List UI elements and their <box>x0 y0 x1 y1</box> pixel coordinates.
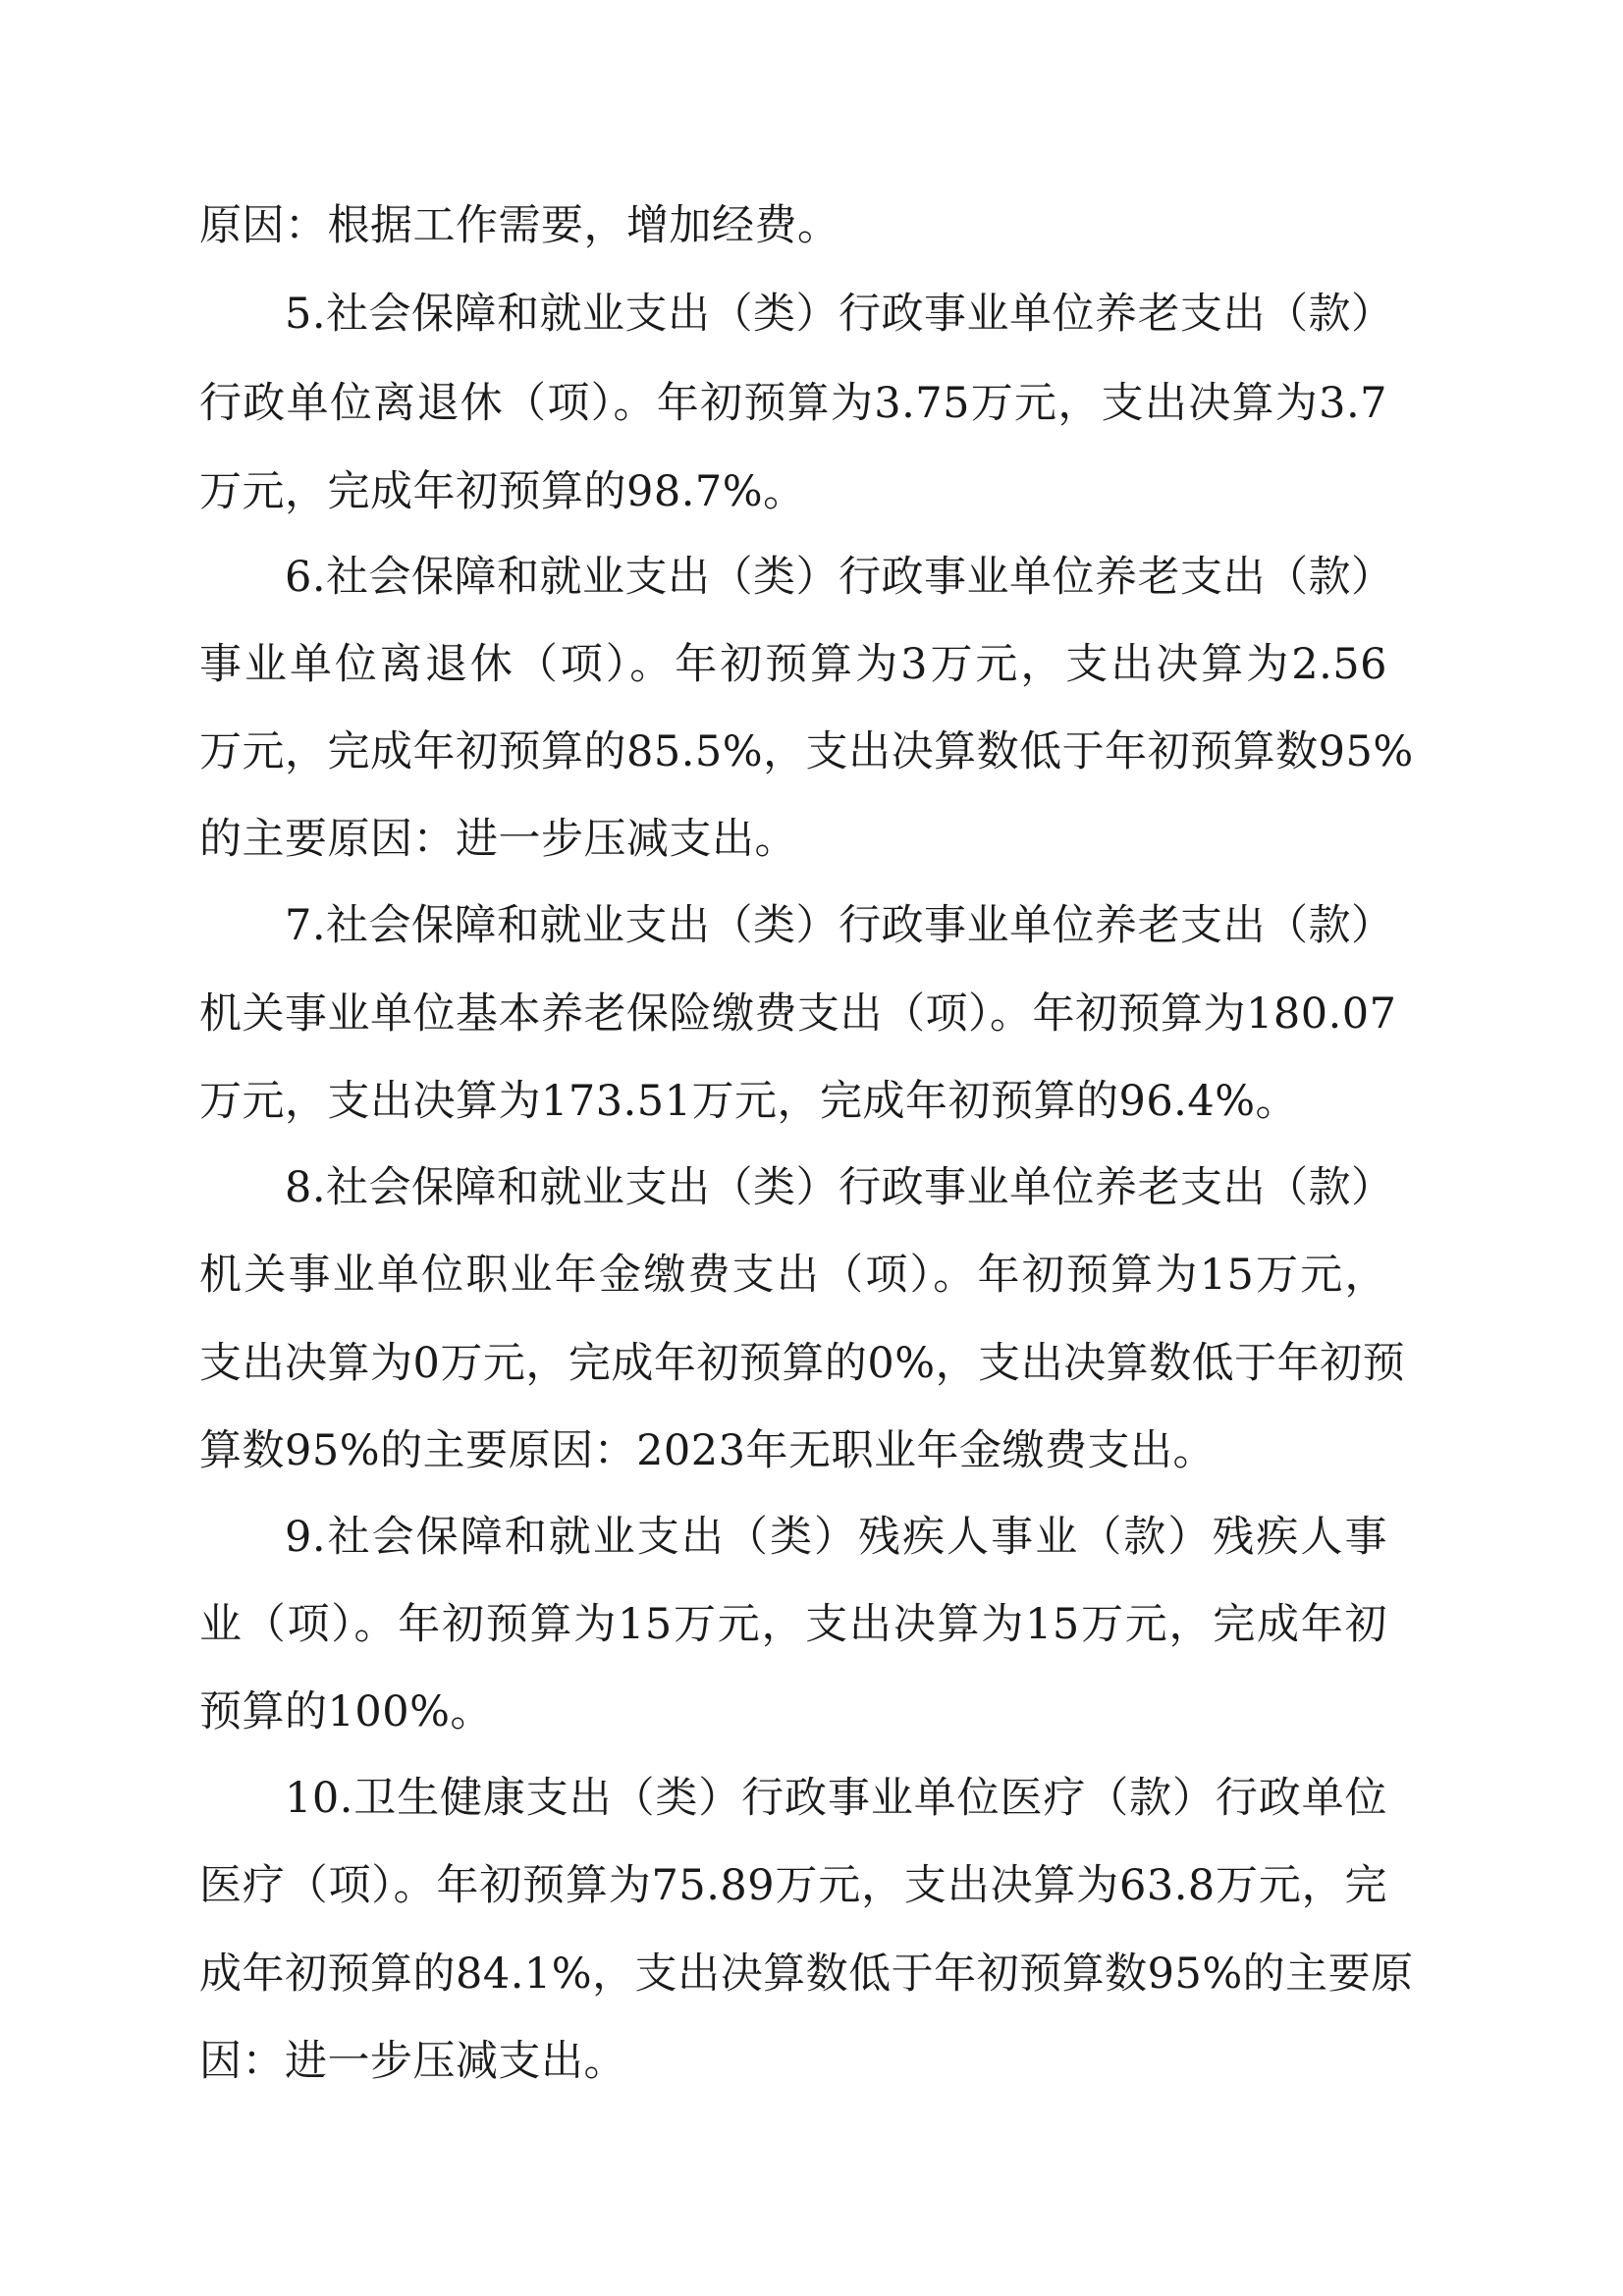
text-line-21: 成年初预算的84.1%，支出决算数低于年初预算数95%的主要原 <box>199 1949 1414 1999</box>
text-line-7: 万元，完成年初预算的85.5%，支出决算数低于年初预算数95% <box>199 727 1414 776</box>
text-line-19: 10.卫生健康支出（类）行政事业单位医疗（款）行政单位 <box>285 1774 1387 1823</box>
text-line-17: 业（项）。年初预算为15万元，支出决算为15万元，完成年初 <box>199 1600 1387 1649</box>
text-line-5: 6.社会保障和就业支出（类）行政事业单位养老支出（款） <box>285 553 1394 602</box>
text-line-10: 机关事业单位基本养老保险缴费支出（项）。年初预算为180.07 <box>199 989 1397 1039</box>
text-line-1: 原因：根据工作需要，增加经费。 <box>199 201 840 250</box>
text-line-12: 8.社会保障和就业支出（类）行政事业单位养老支出（款） <box>285 1163 1394 1212</box>
text-line-18: 预算的100%。 <box>199 1687 493 1736</box>
text-line-2: 5.社会保障和就业支出（类）行政事业单位养老支出（款） <box>285 290 1394 339</box>
text-line-15: 算数95%的主要原因：2023年无职业年金缴费支出。 <box>199 1426 1217 1475</box>
text-line-9: 7.社会保障和就业支出（类）行政事业单位养老支出（款） <box>285 901 1394 950</box>
text-line-8: 的主要原因：进一步压减支出。 <box>199 815 797 864</box>
text-line-4: 万元，完成年初预算的98.7%。 <box>199 467 806 516</box>
text-line-20: 医疗（项）。年初预算为75.89万元，支出决算为63.8万元，完 <box>199 1861 1387 1910</box>
text-line-3: 行政单位离退休（项）。年初预算为3.75万元，支出决算为3.7 <box>199 379 1387 428</box>
text-line-22: 因：进一步压减支出。 <box>199 2037 626 2086</box>
text-line-11: 万元，支出决算为173.51万元，完成年初预算的96.4%。 <box>199 1077 1299 1126</box>
text-line-14: 支出决算为0万元，完成年初预算的0%，支出决算数低于年初预 <box>199 1339 1406 1388</box>
text-line-16: 9.社会保障和就业支出（类）残疾人事业（款）残疾人事 <box>285 1513 1387 1562</box>
text-line-6: 事业单位离退休（项）。年初预算为3万元，支出决算为2.56 <box>199 640 1387 689</box>
text-line-13: 机关事业单位职业年金缴费支出（项）。年初预算为15万元， <box>199 1251 1387 1300</box>
